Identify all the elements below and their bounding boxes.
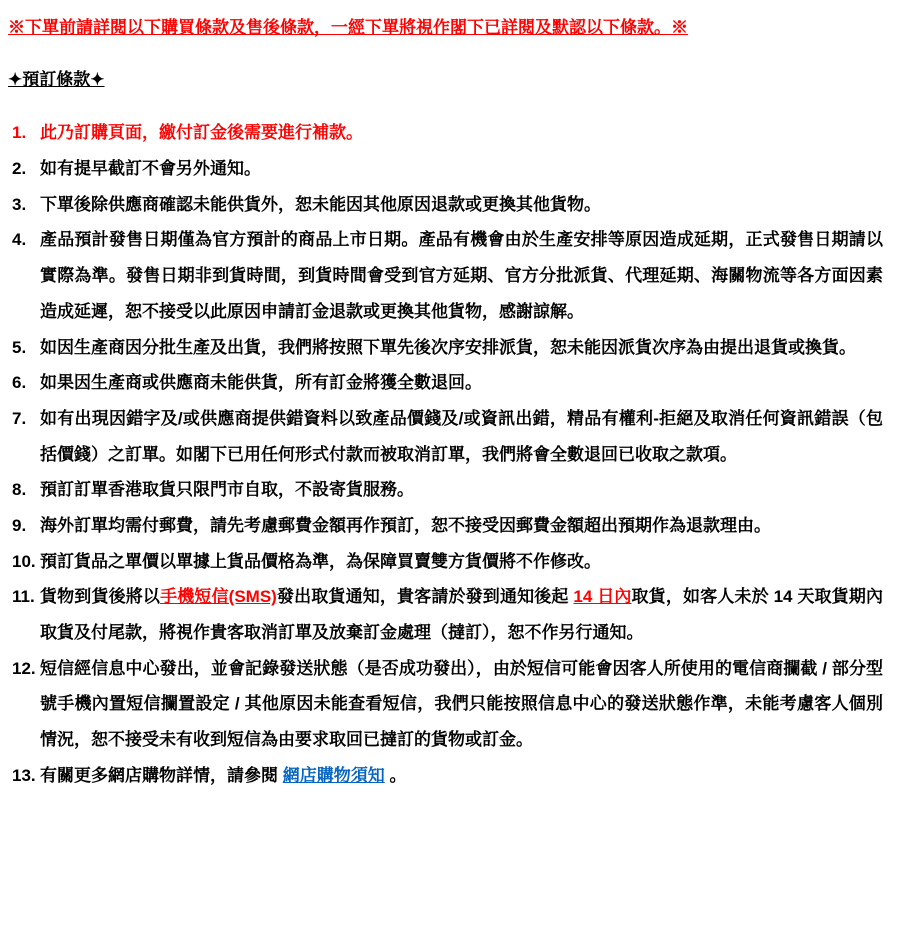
term-text-segment: 此乃訂購頁面，繳付訂金後需要進行補款。 [40,123,363,143]
term-item-9 [8,508,883,544]
term-text [40,338,856,357]
term-text [40,659,883,749]
term-text-segment: 。 [384,765,407,785]
term-text-segment: 取貨，如客人未於 14 天取貨期內取貨及付尾款，將視作貴客取消訂單及放棄訂金處理（撻訂），恕不作另行通知。 [40,587,883,642]
term-number: 3. [12,194,27,214]
term-item-10 [8,544,883,580]
term-item-8 [8,472,883,508]
shop-guide-link[interactable]: 網店購物須知 [282,765,385,785]
term-text-segment: 有關更多網店購物詳情，請參閱 [40,765,283,785]
term-number: 10. [12,551,36,571]
term-number: 11. [12,587,35,607]
term-item-5 [8,330,883,366]
term-text-segment: 預訂貨品之單價以單據上貨品價格為準，為保障買賣雙方貨價將不作修改。 [40,551,601,571]
purchase-terms-header: ※下單前請詳閱以下購買條款及售後條款，一經下單將視作閣下已詳閱及默認以下條款。※ [8,18,688,37]
term-number: 13. [12,765,36,785]
term-text [40,766,406,785]
term-number: 9. [12,515,27,535]
term-number: 5. [12,337,27,357]
term-text [40,373,482,392]
term-text-segment: 預訂訂單香港取貨只限門市自取，不設寄貨服務。 [40,480,414,500]
term-item-11 [8,579,883,650]
term-text-segment: 短信經信息中心發出，並會記錄發送狀態（是否成功發出），由於短信可能會因客人所使用的電信商攔截 / 部分型號手機內置短信攔置設定 / 其他原因未能查看短信，我們只能按照信息中心的發送狀態作準，未能考慮客人個別情況，恕不接受未有收到短信為由要求取回已撻訂的貨物或訂金。 [40,658,883,750]
term-number: 6. [12,373,27,393]
term-number: 8. [12,480,27,500]
term-text [40,552,601,571]
term-text-segment: 貨物到貨後將以 [40,587,161,607]
highlighted-phrase: 14 日內 [573,587,632,607]
term-text [40,123,363,142]
term-text [40,587,883,642]
term-item-2 [8,151,883,187]
term-text [40,480,414,499]
term-number: 7. [12,408,27,428]
term-text [40,195,601,214]
term-item-12 [8,651,883,758]
term-text-segment: 如因生產商因分批生產及出貨，我們將按照下單先後次序安排派貨，恕未能因派貨次序為由提出退貨或換貨。 [40,337,856,357]
terms-list [8,115,883,793]
preorder-terms-title: ✦預訂條款✦ [8,69,105,89]
term-item-13 [8,758,883,794]
term-text [40,516,771,535]
term-item-7 [8,401,883,472]
term-number: 4. [12,230,27,250]
term-text [40,159,261,178]
term-text [40,230,883,320]
term-text-segment: 產品預計發售日期僅為官方預計的商品上市日期。產品有機會由於生產安排等原因造成延期，正式發售日期請以實際為準。發售日期非到貨時間，到貨時間會受到官方延期、官方分批派貨、代理延期、海關物流等各方面因素造成延遲，恕不接受以此原因申請訂金退款或更換其他貨物，感謝諒解。 [40,230,883,321]
term-text-segment: 下單後除供應商確認未能供貨外，恕未能因其他原因退款或更換其他貨物。 [40,194,601,214]
term-text-segment: 如有出現因錯字及/或供應商提供錯資料以致產品價錢及/或資訊出錯，精品有權利-拒絕及取消任何資訊錯誤（包括價錢）之訂單。如閣下已用任何形式付款而被取消訂單，我們將會全數退回已收取之款項。 [40,408,883,464]
term-text [40,409,883,464]
term-item-4 [8,222,883,329]
term-item-3 [8,187,883,223]
term-number: 2. [12,159,27,179]
term-item-1 [8,115,883,151]
term-text-segment: 海外訂單均需付郵費，請先考慮郵費金額再作預訂，恕不接受因郵費金額超出預期作為退款理由。 [40,515,771,535]
term-text-segment: 如果因生產商或供應商未能供貨，所有訂金將獲全數退回。 [40,373,482,393]
term-item-6 [8,365,883,401]
highlighted-phrase: 手機短信(SMS) [160,587,277,607]
term-number: 1. [12,123,27,143]
term-number: 12. [12,658,36,678]
term-text-segment: 如有提早截訂不會另外通知。 [40,159,261,179]
term-text-segment: 發出取貨通知，貴客請於發到通知後起 [276,587,574,607]
